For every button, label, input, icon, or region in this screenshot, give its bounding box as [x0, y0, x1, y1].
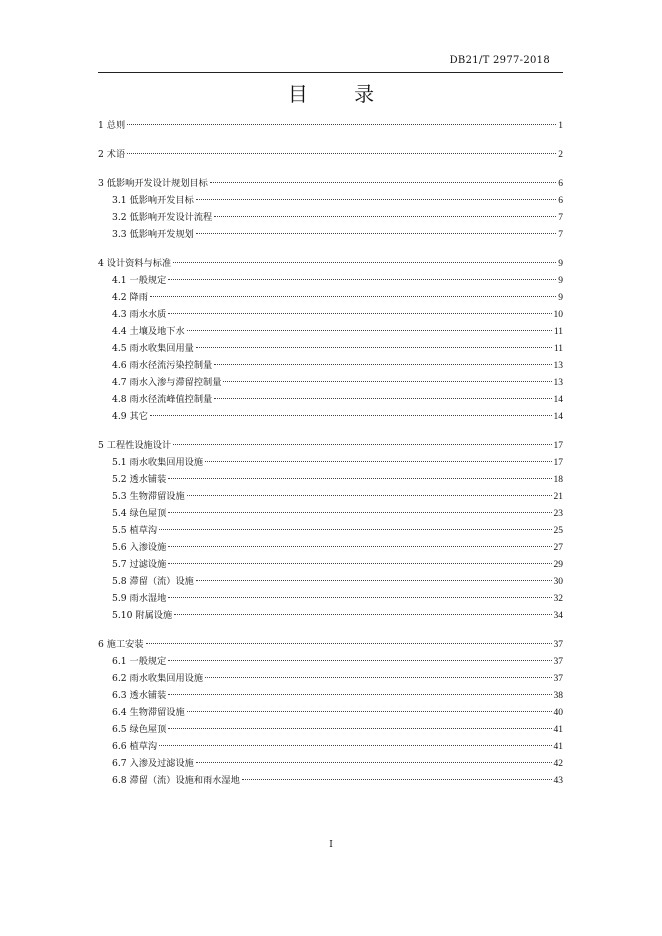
dot-leader	[168, 563, 551, 564]
dot-leader	[174, 614, 551, 615]
toc-entry-label: 3.1 低影响开发目标	[112, 195, 194, 206]
dot-leader	[173, 262, 556, 263]
toc-entry-label: 5.4 绿色屋顶	[112, 508, 167, 519]
toc-entry-label: 5.2 透水铺装	[112, 474, 167, 485]
header-rule	[98, 72, 563, 73]
page-number: I	[329, 840, 333, 850]
dot-leader	[150, 296, 556, 297]
toc-entry-page: 1	[558, 121, 563, 131]
toc-entry[interactable]	[98, 323, 563, 340]
toc-entry-page: 6	[558, 179, 563, 189]
toc-entry[interactable]	[98, 539, 563, 556]
toc-entry-label: 5 工程性设施设计	[98, 440, 172, 451]
dot-leader	[168, 313, 551, 314]
toc-entry[interactable]	[98, 146, 563, 163]
toc-entry-page: 7	[558, 213, 563, 223]
toc-entry-label: 4.7 雨水入渗与滞留控制量	[112, 377, 222, 388]
toc-entry-page: 37	[553, 657, 563, 667]
dot-leader	[150, 415, 552, 416]
toc-entry-page: 11	[553, 344, 563, 354]
dot-leader	[159, 529, 551, 530]
toc-entry[interactable]	[98, 721, 563, 738]
toc-entry-page: 41	[553, 725, 563, 735]
toc-entry-label: 4.4 土壤及地下水	[112, 326, 185, 337]
toc-entry[interactable]	[98, 573, 563, 590]
toc-entry-page: 7	[558, 230, 563, 240]
toc-entry-page: 32	[553, 594, 563, 604]
dot-leader	[187, 495, 552, 496]
dot-leader	[210, 182, 556, 183]
toc-entry-page: 38	[553, 691, 563, 701]
toc-entry[interactable]	[98, 704, 563, 721]
toc-entry-page: 23	[553, 509, 563, 519]
toc-entry-label: 6.1 一般规定	[112, 656, 167, 667]
dot-leader	[168, 478, 551, 479]
dot-leader	[223, 381, 551, 382]
dot-leader	[196, 762, 552, 763]
toc-entry-page: 25	[553, 526, 563, 536]
dot-leader	[214, 398, 551, 399]
toc-entry-label: 5.3 生物滞留设施	[112, 491, 185, 502]
dot-leader	[242, 779, 552, 780]
toc-entry-label: 3.2 低影响开发设计流程	[112, 212, 213, 223]
toc-entry-page: 29	[553, 560, 563, 570]
toc-entry-page: 9	[558, 259, 563, 269]
toc-entry-page: 13	[553, 378, 563, 388]
dot-leader	[205, 461, 551, 462]
toc-entry[interactable]	[98, 522, 563, 539]
dot-leader	[205, 677, 551, 678]
dot-leader	[168, 694, 551, 695]
toc-entry[interactable]	[98, 755, 563, 772]
dot-leader	[196, 347, 552, 348]
toc-entry[interactable]	[98, 374, 563, 391]
toc-entry-label: 6.5 绿色屋顶	[112, 724, 167, 735]
toc-entry-label: 2 术语	[98, 149, 126, 160]
toc-entry-page: 37	[553, 640, 563, 650]
toc-entry[interactable]	[98, 255, 563, 272]
toc-entry-label: 4.6 雨水径流污染控制量	[112, 360, 213, 371]
toc-entry-page: 18	[553, 475, 563, 485]
toc-entry-label: 6.8 滞留（流）设施和雨水湿地	[112, 775, 240, 786]
dot-leader	[127, 124, 556, 125]
page-title: 目 录	[287, 82, 395, 106]
toc-entry-page: 21	[553, 492, 563, 502]
dot-leader	[196, 580, 552, 581]
toc-entry-page: 34	[553, 611, 563, 621]
toc-entry-page: 37	[553, 674, 563, 684]
dot-leader	[214, 216, 556, 217]
toc-entry[interactable]	[98, 590, 563, 607]
dot-leader	[196, 199, 556, 200]
toc-entry-label: 5.7 过滤设施	[112, 559, 167, 570]
toc-entry[interactable]	[98, 117, 563, 134]
toc-entry-page: 43	[553, 776, 563, 786]
toc-entry[interactable]	[98, 272, 563, 289]
toc-entry[interactable]	[98, 607, 563, 624]
toc-entry-label: 4.1 一般规定	[112, 275, 167, 286]
toc-entry[interactable]	[98, 772, 563, 789]
toc-entry-label: 5.8 滞留（流）设施	[112, 576, 194, 587]
dot-leader	[168, 597, 551, 598]
toc-entry-page: 27	[553, 543, 563, 553]
toc-entry[interactable]	[98, 306, 563, 323]
toc-entry-label: 3.3 低影响开发规划	[112, 229, 194, 240]
toc-entry[interactable]	[98, 471, 563, 488]
toc-entry-page: 9	[558, 276, 563, 286]
toc-entry[interactable]	[98, 488, 563, 505]
toc-entry-label: 5.9 雨水湿地	[112, 593, 167, 604]
toc-entry-label: 6.3 透水铺装	[112, 690, 167, 701]
toc-entry[interactable]	[98, 408, 563, 425]
toc-entry-label: 5.1 雨水收集回用设施	[112, 457, 204, 468]
toc-entry-label: 4.5 雨水收集回用量	[112, 343, 194, 354]
toc-entry-label: 6.7 入渗及过滤设施	[112, 758, 194, 769]
dot-leader	[168, 279, 556, 280]
toc-entry[interactable]	[98, 437, 563, 454]
toc-entry-label: 4.3 雨水水质	[112, 309, 167, 320]
toc-entry-page: 2	[558, 150, 563, 160]
toc-entry[interactable]	[98, 175, 563, 192]
toc-entry[interactable]	[98, 738, 563, 755]
toc-entry[interactable]	[98, 357, 563, 374]
document-code: DB21/T 2977-2018	[449, 55, 550, 66]
toc-entry[interactable]	[98, 454, 563, 471]
dot-leader	[196, 233, 556, 234]
toc-entry-page: 11	[553, 327, 563, 337]
toc-entry[interactable]	[98, 653, 563, 670]
toc-entry-page: 41	[553, 742, 563, 752]
dot-leader	[146, 643, 552, 644]
toc-entry[interactable]	[98, 505, 563, 522]
toc-entry-label: 6.6 植草沟	[112, 741, 158, 752]
toc-entry-label: 5.5 植草沟	[112, 525, 158, 536]
dot-leader	[127, 153, 556, 154]
toc-entry-label: 5.6 入渗设施	[112, 542, 167, 553]
toc-entry-page: 6	[558, 196, 563, 206]
toc-entry-label: 4 设计资料与标准	[98, 258, 172, 269]
toc-entry-page: 14	[553, 395, 563, 405]
dot-leader	[168, 512, 551, 513]
dot-leader	[168, 660, 551, 661]
toc-entry-page: 30	[553, 577, 563, 587]
dot-leader	[214, 364, 551, 365]
toc-entry[interactable]	[98, 340, 563, 357]
toc-entry[interactable]	[98, 391, 563, 408]
toc-entry-page: 17	[553, 441, 563, 451]
toc-entry[interactable]	[98, 289, 563, 306]
toc-entry-page: 40	[553, 708, 563, 718]
toc-entry-label: 4.8 雨水径流峰值控制量	[112, 394, 213, 405]
toc-entry[interactable]	[98, 209, 563, 226]
dot-leader	[187, 330, 552, 331]
toc-entry[interactable]	[98, 636, 563, 653]
toc-entry-page: 14	[553, 412, 563, 422]
toc-entry-label: 6.2 雨水收集回用设施	[112, 673, 204, 684]
toc-entry-label: 6 施工安装	[98, 639, 144, 650]
dot-leader	[187, 711, 552, 712]
toc-entry-label: 5.10 附属设施	[112, 610, 173, 621]
toc-entry-label: 3 低影响开发设计规划目标	[98, 178, 208, 189]
toc-entry-label: 4.2 降雨	[112, 292, 148, 303]
dot-leader	[168, 546, 551, 547]
toc-entry-page: 42	[553, 759, 563, 769]
toc-entry[interactable]	[98, 670, 563, 687]
dot-leader	[168, 728, 551, 729]
toc-entry[interactable]	[98, 687, 563, 704]
toc-entry-label: 6.4 生物滞留设施	[112, 707, 185, 718]
toc-entry-page: 13	[553, 361, 563, 371]
toc-entry-page: 9	[558, 293, 563, 303]
toc-entry[interactable]	[98, 556, 563, 573]
toc-entry[interactable]	[98, 192, 563, 209]
table-of-contents	[98, 117, 563, 789]
toc-entry-page: 17	[553, 458, 563, 468]
toc-entry-page: 10	[553, 310, 563, 320]
toc-entry[interactable]	[98, 226, 563, 243]
dot-leader	[173, 444, 551, 445]
dot-leader	[159, 745, 551, 746]
toc-entry-label: 1 总则	[98, 120, 126, 131]
toc-entry-label: 4.9 其它	[112, 411, 148, 422]
